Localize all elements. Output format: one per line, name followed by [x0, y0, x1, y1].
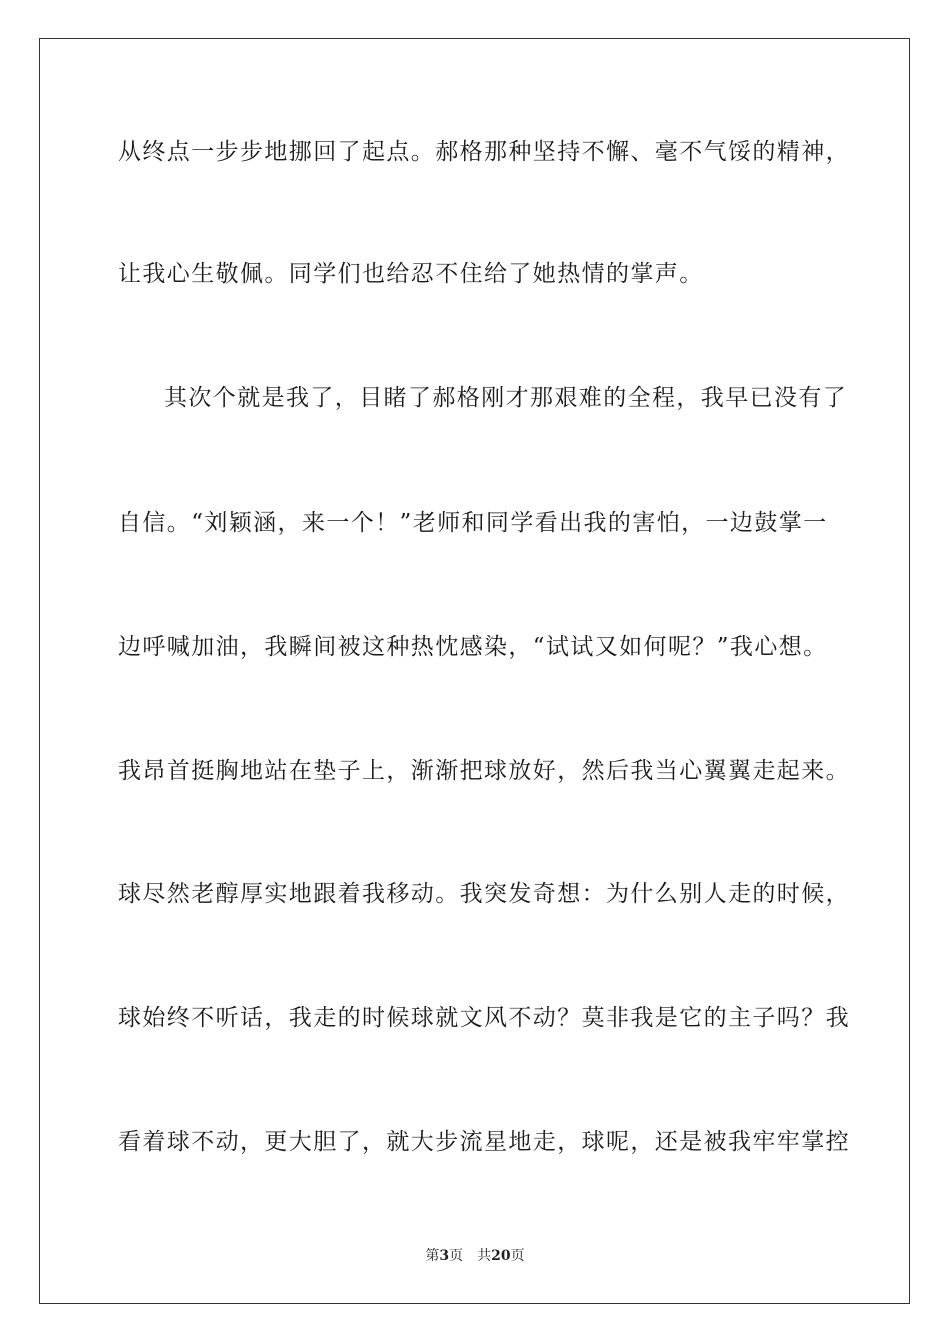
paragraph-line-4: 自信。“刘颖涵，来一个！”老师和同学看出我的害怕，一边鼓掌一 — [118, 510, 828, 536]
paragraph-line-2: 让我心生敬佩。同学们也给忍不住给了她热情的掌声。 — [118, 261, 704, 287]
footer-page-prefix: 第 — [425, 1248, 440, 1264]
footer-total-suffix: 页 — [510, 1248, 525, 1264]
footer-total-pages: 20 — [491, 1248, 511, 1264]
paragraph-line-3: 其次个就是我了，目睹了郝格刚才那艰难的全程，我早已没有了 — [164, 385, 848, 411]
footer-page-number: 3 — [439, 1248, 450, 1264]
footer-total-prefix: 共 — [477, 1248, 492, 1264]
paragraph-line-7: 球尽然老醇厚实地跟着我移动。我突发奇想：为什么别人走的时候， — [118, 881, 850, 907]
paragraph-line-6: 我昂首挺胸地站在垫子上，渐渐把球放好，然后我当心翼翼走起来。 — [118, 758, 850, 784]
paragraph-line-8: 球始终不听话，我走的时候球就文风不动？莫非我是它的主子吗？我 — [118, 1005, 850, 1031]
paragraph-line-1: 从终点一步步地挪回了起点。郝格那种坚持不懈、毫不气馁的精神， — [118, 139, 850, 165]
paragraph-line-9: 看着球不动，更大胆了，就大步流星地走，球呢，还是被我牢牢掌控 — [118, 1129, 850, 1155]
page-border — [39, 38, 910, 1304]
paragraph-line-5: 边呼喊加油，我瞬间被这种热忱感染，“试试又如何呢？”我心想。 — [118, 634, 828, 660]
footer-page-suffix: 页 — [449, 1248, 464, 1264]
page-footer — [0, 1247, 950, 1265]
